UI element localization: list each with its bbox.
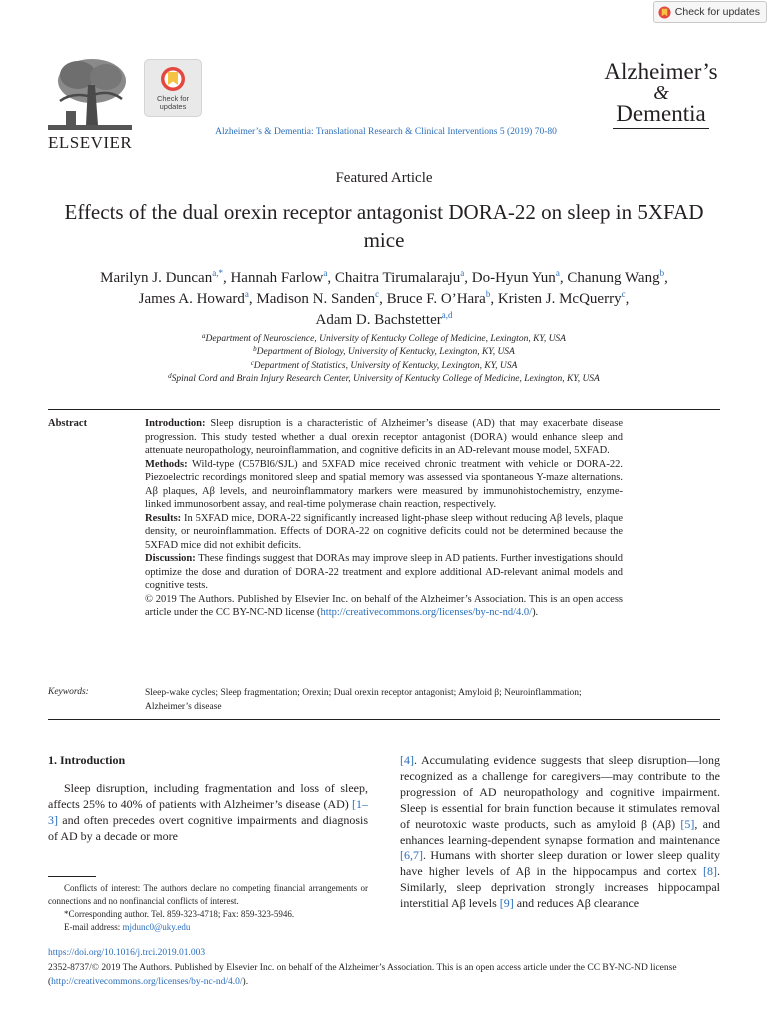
citation-link[interactable]: [5]	[680, 816, 695, 831]
author-affiliation-marker[interactable]: a	[244, 289, 249, 299]
footer-license-link[interactable]: http://creativecommons.org/licenses/by-nc-nd/4.0/	[51, 976, 243, 987]
introduction-text: Sleep disruption is a characteristic of Alzheimer’s disease (AD) that may exacerbate disease progression. This study tested whether a dual orexin receptor antagonist (DORA) would enhance sleep and attenuate neuropathology, neuroinflammation, and cognitive deficits in an AD-relevant mouse model, 5XFAD.	[145, 418, 623, 456]
affiliation-line	[100, 360, 668, 373]
author-affiliation-marker[interactable]: a,*	[212, 268, 223, 278]
keywords-label: Keywords:	[48, 687, 89, 697]
author-affiliation-marker[interactable]: c	[375, 289, 380, 299]
author-name: Bruce F. O’Hara	[386, 291, 486, 307]
abstract-body	[145, 417, 623, 620]
author-separator: ,	[625, 291, 630, 307]
footer-copyright-end: ).	[242, 976, 249, 987]
continued-text-5: and reduces Aβ clearance	[513, 896, 640, 911]
elsevier-tree-icon	[48, 55, 132, 131]
abstract-introduction	[145, 417, 623, 458]
author-affiliation-marker[interactable]: a,d	[441, 310, 453, 320]
author-separator: ,	[664, 270, 668, 286]
check-updates-badge[interactable]	[144, 59, 202, 117]
author-separator: ,	[559, 270, 568, 286]
author-name: Do-Hyun Yun	[471, 270, 556, 286]
abstract-results	[145, 512, 623, 553]
email-footnote	[48, 921, 368, 934]
author-separator: ,	[327, 270, 335, 286]
affiliation-marker: c	[250, 358, 254, 367]
email-label: E-mail address:	[64, 922, 123, 932]
check-for-updates-label: Check for updates	[674, 6, 760, 18]
abstract-copyright-text: © 2019 The Authors. Published by Elsevier Inc. on behalf of the Alzheimer’s Association. This is an open access article under the CC BY-NC-ND license (	[145, 593, 623, 618]
discussion-heading: Discussion:	[145, 553, 196, 564]
footer-copyright	[48, 962, 720, 989]
author-affiliation-marker[interactable]: b	[659, 268, 665, 278]
footnotes	[48, 882, 368, 934]
conflicts-footnote: Conflicts of interest: The authors declare no competing financial arrangements or connections and no nonfinancial conflicts of interest.	[48, 883, 368, 906]
badge-line-2: updates	[159, 102, 187, 111]
footnote-rule	[48, 876, 96, 877]
intro-continued-paragraph	[400, 753, 720, 912]
article-type: Featured Article	[335, 170, 433, 186]
abstract-methods	[145, 458, 623, 512]
intro-text-2: and often precedes overt cognitive impairments and diagnosis of AD by a decade or more	[48, 812, 368, 843]
elsevier-logo	[48, 55, 132, 153]
author-affiliation-marker[interactable]: a	[555, 268, 560, 278]
citation-link[interactable]: [9]	[499, 896, 514, 911]
check-updates-icon	[658, 6, 671, 19]
abstract-top-rule	[48, 409, 720, 410]
publisher-name: ELSEVIER	[48, 133, 133, 152]
affiliation-marker: b	[253, 345, 257, 354]
journal-citation-link[interactable]: Alzheimer’s & Dementia: Translational Research & Clinical Interventions 5 (2019) 70-80	[215, 127, 557, 137]
author-name: Kristen J. McQuerry	[497, 291, 622, 307]
email-link[interactable]: mjdunc0@uky.edu	[122, 922, 191, 932]
abstract-copyright-end: ).	[532, 607, 539, 618]
citation-link[interactable]: [8]	[703, 864, 717, 879]
methods-heading: Methods:	[145, 458, 188, 470]
continued-text-4: . Similarly, sleep deprivation strongly increases hippocampal interstitial Aβ levels	[400, 864, 720, 911]
author-name: Hannah Farlow	[230, 270, 324, 286]
keywords-text: Sleep-wake cycles; Sleep fragmentation; Orexin; Dual orexin receptor antagonist; Amyloid β; Neuroinflammation; Alzheimer’s disease	[145, 688, 582, 712]
author-affiliation-marker[interactable]: b	[485, 289, 491, 299]
results-text: In 5XFAD mice, DORA-22 significantly increased light-phase sleep without reducing Aβ levels, plaque density, or neuroinflammation. Effects of DORA-22 on cognitive deficits could not be determined because the 5XFAD mice did not exhibit deficits.	[145, 512, 624, 551]
body-right-column	[400, 753, 720, 912]
intro-paragraph	[48, 781, 368, 845]
continued-text-1: . Accumulating evidence suggests that sleep disruption—long recognized as a challenge for caregivers—may contribute to the progression of AD neuropathology and cognitive impairment. Sleep is essential for brain function because it stimulates removal of neurotoxic waste products, such as amyloid β (Aβ)	[400, 753, 720, 831]
affiliation-marker: d	[168, 371, 172, 380]
affiliation-line	[100, 333, 668, 346]
affiliation-line	[100, 346, 668, 359]
abstract-bottom-rule	[48, 719, 720, 720]
author-separator: ,	[222, 270, 231, 286]
abstract-discussion	[145, 552, 623, 593]
abstract-license-link[interactable]: http://creativecommons.org/licenses/by-nc-nd/4.0/	[320, 607, 533, 618]
abstract-label: Abstract	[48, 418, 88, 429]
author-list	[40, 268, 728, 331]
citation-link[interactable]: [6,7]	[400, 848, 423, 863]
methods-text: Wild-type (C57Bl6/SJL) and 5XFAD mice received chronic treatment with vehicle or DORA-22. Piezoelectric recordings monitored sleep and spatial memory was assessed via spontaneous Y-maze alternations. Aβ plaques, Aβ levels, and neuroinflammatory markers were measured by immunohistochemistry, enzyme-linked immunosorbent assay, and real-time polymerase chain reaction, respectively.	[145, 458, 623, 510]
doi-link[interactable]: https://doi.org/10.1016/j.trci.2019.01.003	[48, 948, 206, 958]
author-name: James A. Howard	[138, 291, 245, 307]
intro-text-1: Sleep disruption, including fragmentation and loss of sleep, affects 25% to 40% of patients with Alzheimer’s disease (AD)	[48, 780, 368, 811]
author-separator: ,	[379, 291, 387, 307]
author-separator: ,	[248, 291, 257, 307]
author-name: Marilyn J. Duncan	[100, 270, 213, 286]
journal-logo	[602, 60, 720, 129]
affiliation-text: Department of Biology, University of Kentucky, Lexington, KY, USA	[256, 347, 515, 358]
author-separator: ,	[490, 291, 498, 307]
affiliation-list	[100, 333, 668, 386]
citation-link[interactable]: [4]	[400, 753, 414, 767]
bookmark-ribbon-icon	[160, 66, 186, 92]
author-name: Adam D. Bachstetter	[315, 312, 442, 328]
continued-text-2: , and enhances learning-dependent synapse formation and maintenance	[400, 816, 720, 847]
badge-line-1: Check for	[156, 94, 190, 103]
journal-logo-line-3: Dementia	[613, 102, 708, 129]
article-header	[48, 55, 720, 153]
author-name: Madison N. Sanden	[256, 291, 376, 307]
author-affiliation-marker[interactable]: a	[323, 268, 328, 278]
affiliation-text: Spinal Cord and Brain Injury Research Center, University of Kentucky College of Medicine, Lexington, KY, USA	[171, 373, 600, 384]
continued-text-3: . Humans with shorter sleep duration or lower sleep quality have higher levels of Aβ in the hippocampus and cortex	[400, 848, 720, 879]
affiliation-text: Department of Statistics, University of Kentucky, Lexington, KY, USA	[253, 360, 518, 371]
discussion-text: These findings suggest that DORAs may improve sleep in AD patients. Further investigations should optimize the dose and duration of DORA-22 treatment and explore additional AD-relevant animal models and cognitive tests.	[145, 553, 623, 591]
journal-logo-ampersand: &	[653, 82, 669, 104]
introduction-heading: Introduction:	[145, 418, 206, 429]
author-separator: ,	[464, 270, 472, 286]
author-name: Chanung Wang	[567, 270, 660, 286]
results-heading: Results:	[145, 512, 182, 524]
abstract-copyright	[145, 593, 623, 620]
affiliation-text: Department of Neuroscience, University of Kentucky College of Medicine, Lexington, KY, USA	[205, 334, 566, 344]
citation-link[interactable]: [1–3]	[48, 796, 368, 827]
affiliation-marker: a	[202, 332, 206, 340]
body-left-column	[48, 753, 368, 845]
section-heading: 1. Introduction	[48, 753, 126, 767]
article-title: Effects of the dual orexin receptor antagonist DORA-22 on sleep in 5XFAD mice	[64, 200, 704, 252]
check-for-updates-button[interactable]	[653, 1, 767, 23]
affiliation-line	[100, 373, 668, 386]
corresponding-footnote: *Corresponding author. Tel. 859-323-4718; Fax: 859-323-5946.	[64, 909, 295, 919]
author-name: Chaitra Tirumalaraju	[334, 270, 461, 286]
footer-copyright-text: 2352-8737/© 2019 The Authors. Published by Elsevier Inc. on behalf of the Alzheimer’s Association. This is an open access article under the CC BY-NC-ND license (	[48, 963, 677, 987]
journal-logo-line-1: Alzheimer’s	[604, 59, 718, 84]
author-affiliation-marker[interactable]: a	[460, 268, 465, 278]
author-affiliation-marker[interactable]: c	[621, 289, 626, 299]
